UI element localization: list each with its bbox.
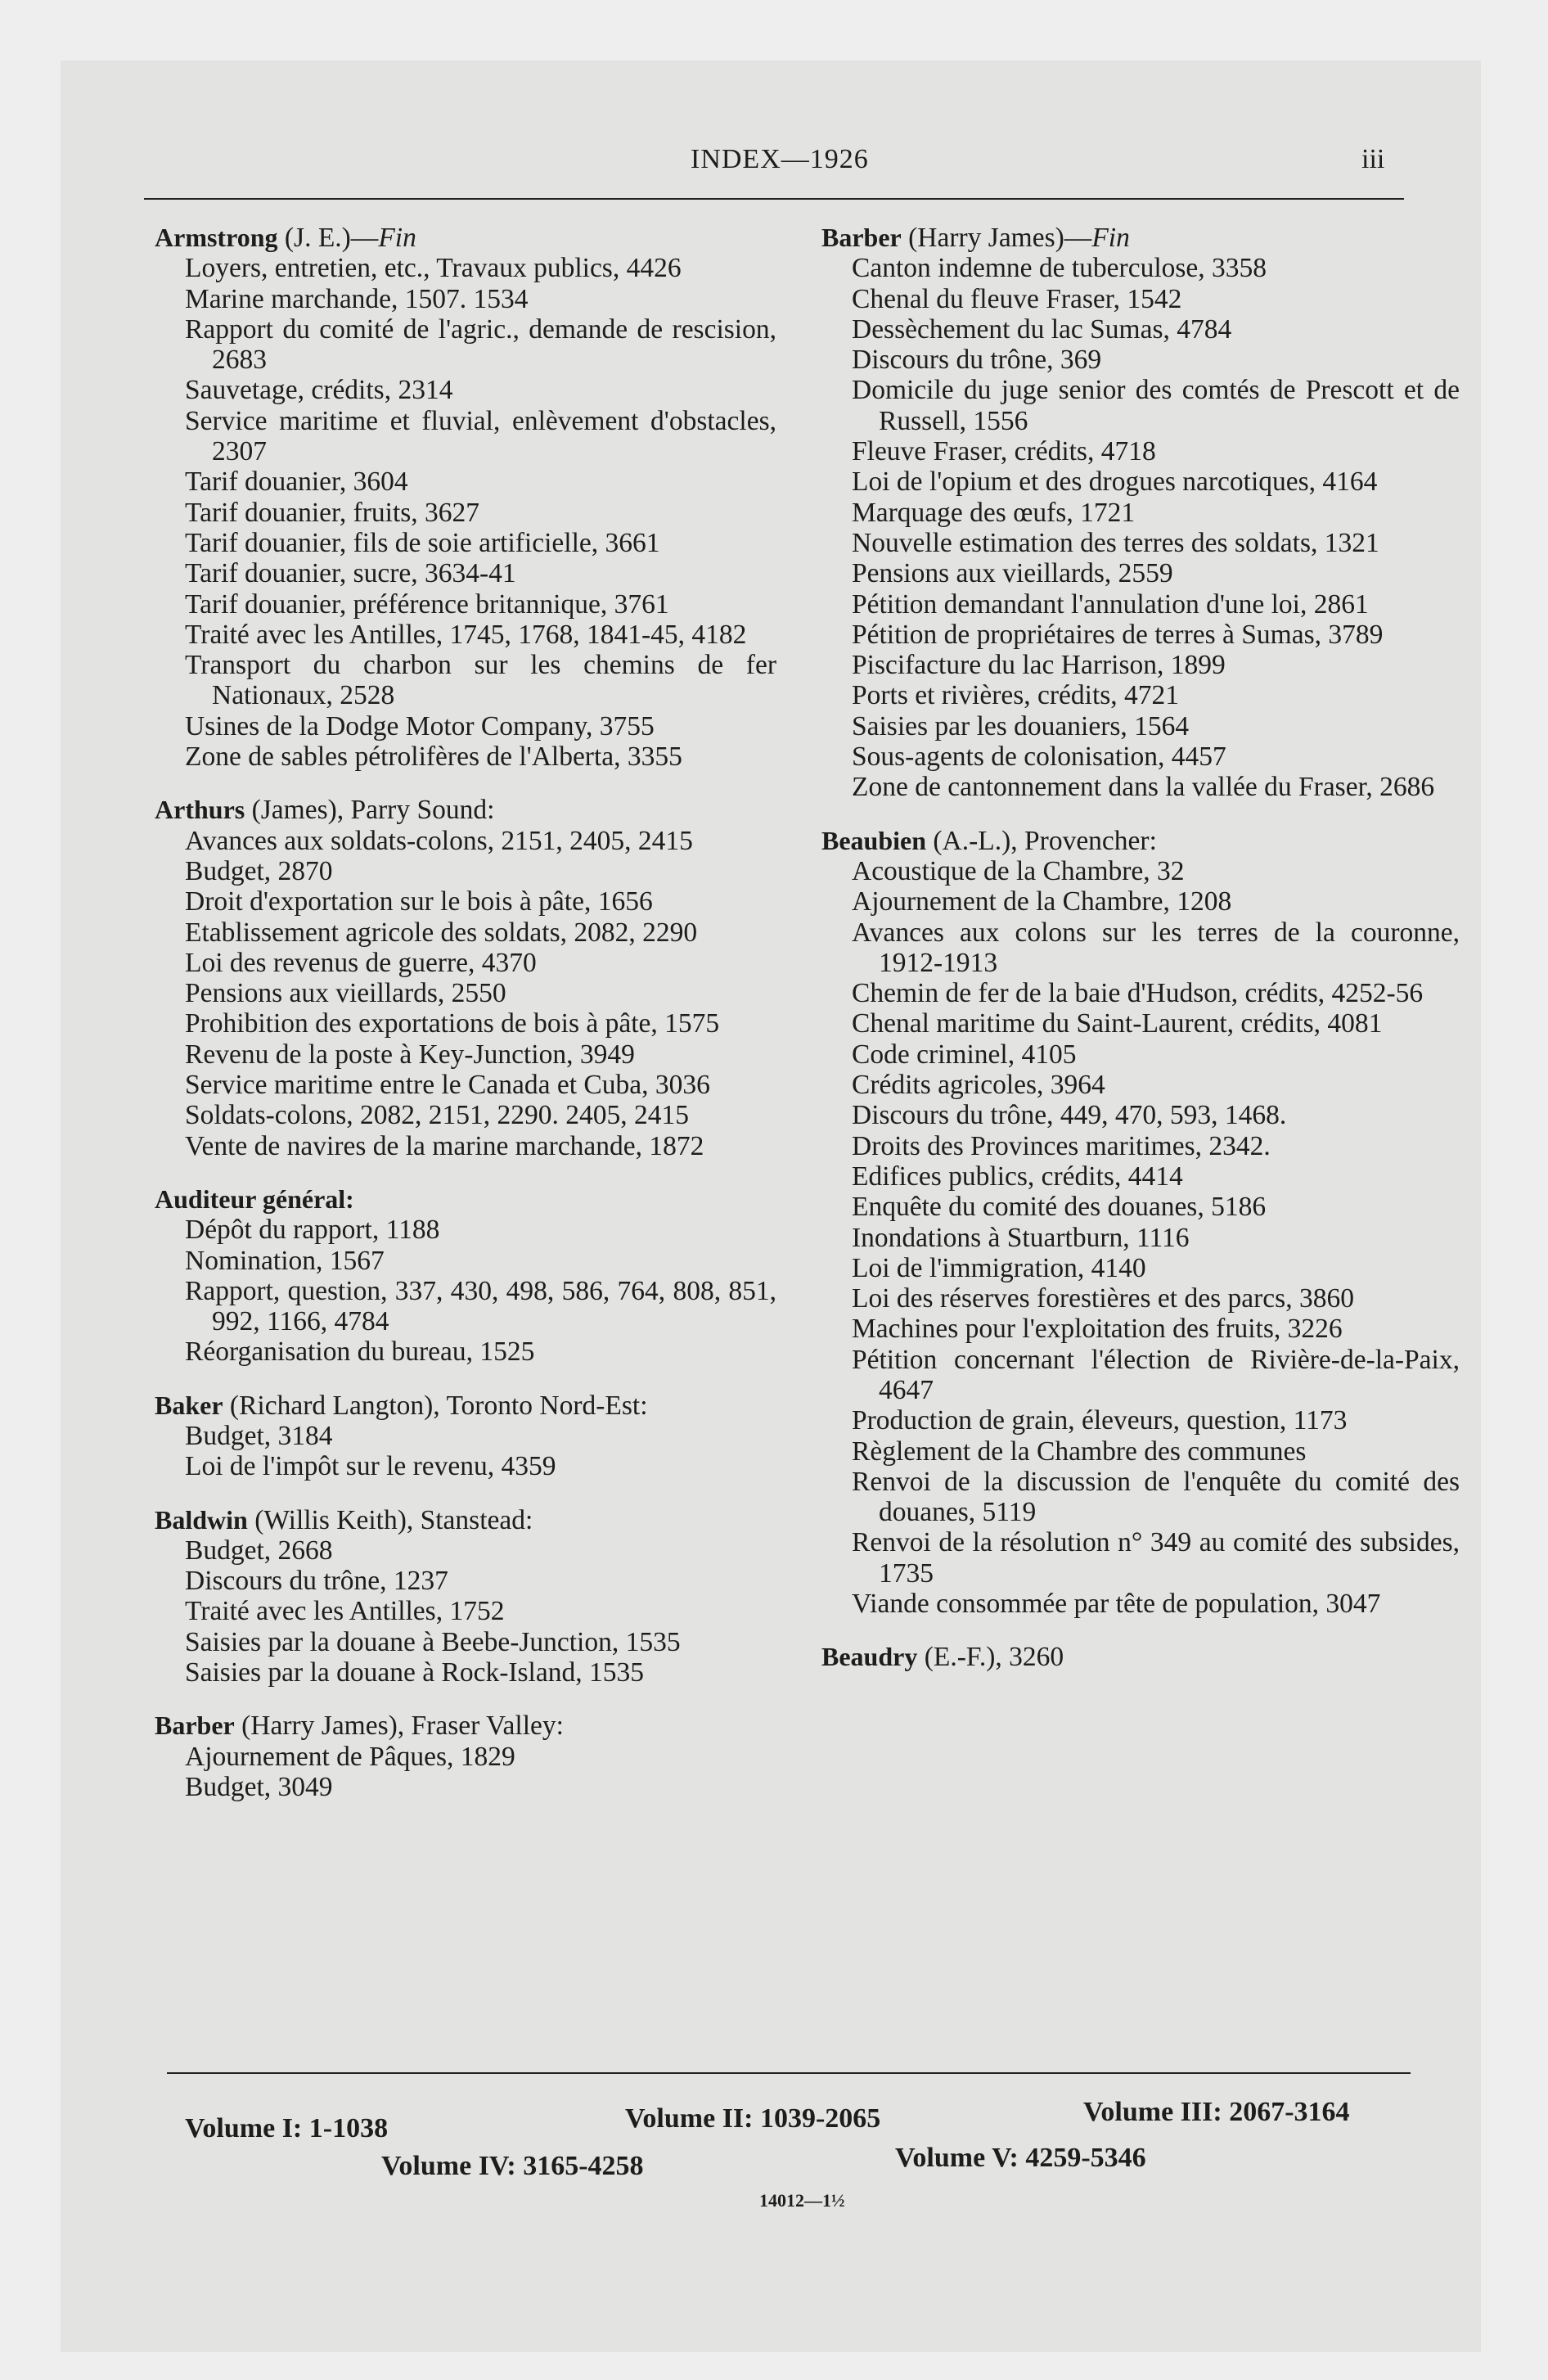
index-subentry: Enquête du comité des douanes, 5186 bbox=[852, 1192, 1267, 1223]
volume-2-range: Volume II: 1039-2065 bbox=[625, 2103, 881, 2134]
index-subentry: Saisies par les douaniers, 1564 bbox=[852, 710, 1190, 741]
index-subentry: Tarif douanier, préférence britannique, 3761 bbox=[185, 588, 669, 620]
index-subentry: Avances aux colons sur les terres de la couronne, 1912-1913 bbox=[852, 917, 1460, 978]
index-subentry: Inondations à Stuartburn, 1116 bbox=[852, 1222, 1190, 1253]
heading-continuation: Fin bbox=[378, 223, 416, 253]
index-subentry: Renvoi de la discussion de l'enquête du comité des douanes, 5119 bbox=[852, 1466, 1460, 1528]
index-subentry: Pensions aux vieillards, 2559 bbox=[852, 558, 1173, 589]
index-heading bbox=[155, 1184, 776, 1215]
heading-detail: (Harry James)— bbox=[901, 223, 1092, 253]
index-subentry: Vente de navires de la marine marchande, 1872 bbox=[185, 1130, 704, 1161]
index-subentry: Service maritime entre le Canada et Cuba, 3036 bbox=[185, 1070, 710, 1101]
index-subentry: Code criminel, 4105 bbox=[852, 1039, 1077, 1070]
heading-name: Auditeur général: bbox=[155, 1183, 354, 1214]
heading-name: Barber bbox=[821, 223, 902, 252]
index-subentry: Rapport, question, 337, 430, 498, 586, 764, 808, 851, 992, 1166, 4784 bbox=[185, 1275, 776, 1337]
index-subentry: Traité avec les Antilles, 1745, 1768, 1841-45, 4182 bbox=[185, 619, 747, 650]
heading-detail: (James), Parry Sound: bbox=[245, 795, 495, 826]
index-subentry: Revenu de la poste à Key-Junction, 3949 bbox=[185, 1039, 635, 1070]
heading-detail: (Willis Keith), Stanstead: bbox=[247, 1504, 533, 1535]
index-subentry: Pensions aux vieillards, 2550 bbox=[185, 978, 506, 1009]
index-subentry: Viande consommée par tête de population, 3047 bbox=[852, 1589, 1381, 1620]
index-subentry: Crédits agricoles, 3964 bbox=[852, 1070, 1105, 1101]
index-subentry: Tarif douanier, 3604 bbox=[185, 467, 408, 498]
index-subentry: Pétition concernant l'élection de Rivière-de-la-Paix, 4647 bbox=[852, 1344, 1460, 1405]
index-subentry: Etablissement agricole des soldats, 2082, 2290 bbox=[185, 917, 698, 948]
index-subentry: Prohibition des exportations de bois à pâte, 1575 bbox=[185, 1008, 720, 1039]
header-rule bbox=[144, 198, 1404, 200]
index-subentry: Rapport du comité de l'agric., demande de rescision, 2683 bbox=[185, 313, 776, 376]
heading-detail: (A.-L.), Provencher: bbox=[926, 825, 1157, 856]
index-subentry: Marquage des œufs, 1721 bbox=[852, 497, 1136, 528]
index-subentry: Loi des réserves forestières et des parcs, 3860 bbox=[852, 1283, 1354, 1314]
page-header bbox=[61, 144, 1481, 185]
page-number: iii bbox=[1361, 144, 1385, 174]
volume-1-range: Volume I: 1-1038 bbox=[185, 2113, 389, 2143]
index-subentry: Zone de cantonnement dans la vallée du Fraser, 2686 bbox=[852, 772, 1435, 803]
index-subentry: Loi de l'impôt sur le revenu, 4359 bbox=[185, 1451, 556, 1482]
index-heading bbox=[155, 1711, 776, 1741]
index-subentry: Droit d'exportation sur le bois à pâte, 1656 bbox=[185, 886, 653, 917]
index-subentry: Droits des Provinces maritimes, 2342. bbox=[852, 1130, 1271, 1161]
heading-name: Arthurs bbox=[155, 795, 245, 825]
heading-detail: (J. E.)— bbox=[277, 223, 379, 253]
index-subentry: Budget, 2668 bbox=[185, 1535, 333, 1566]
index-heading bbox=[155, 1391, 776, 1421]
heading-detail: (Harry James), Fraser Valley: bbox=[234, 1711, 564, 1742]
index-subentry: Saisies par la douane à Beebe-Junction, 1535 bbox=[185, 1626, 681, 1657]
index-subentry: Discours du trône, 449, 470, 593, 1468. bbox=[852, 1100, 1287, 1131]
index-subentry: Marine marchande, 1507. 1534 bbox=[185, 283, 529, 314]
index-subentry: Budget, 3184 bbox=[185, 1420, 333, 1451]
index-subentry: Domicile du juge senior des comtés de Prescott et de Russell, 1556 bbox=[852, 375, 1460, 436]
index-subentry: Pétition demandant l'annulation d'une loi, 2861 bbox=[852, 588, 1369, 620]
heading-name: Armstrong bbox=[155, 223, 278, 252]
index-heading bbox=[821, 1642, 1460, 1672]
index-subentry: Traité avec les Antilles, 1752 bbox=[185, 1596, 505, 1627]
index-subentry: Ajournement de la Chambre, 1208 bbox=[852, 886, 1232, 917]
index-subentry: Loi des revenus de guerre, 4370 bbox=[185, 947, 537, 978]
index-subentry: Loi de l'opium et des drogues narcotiques, 4164 bbox=[852, 467, 1378, 498]
index-heading bbox=[155, 1505, 776, 1535]
index-subentry: Chemin de fer de la baie d'Hudson, crédits, 4252-56 bbox=[852, 978, 1424, 1009]
volume-3-range: Volume III: 2067-3164 bbox=[1083, 2097, 1350, 2127]
volume-4-range: Volume IV: 3165-4258 bbox=[381, 2151, 644, 2181]
index-subentry: Budget, 2870 bbox=[185, 855, 333, 886]
index-page bbox=[61, 61, 1481, 2352]
footer-rule bbox=[167, 2072, 1411, 2074]
heading-name: Baldwin bbox=[155, 1504, 248, 1535]
index-subentry: Tarif douanier, sucre, 3634-41 bbox=[185, 558, 516, 589]
index-subentry: Zone de sables pétrolifères de l'Alberta, 3355 bbox=[185, 741, 682, 773]
index-subentry: Loi de l'immigration, 4140 bbox=[852, 1252, 1146, 1283]
index-subentry: Usines de la Dodge Motor Company, 3755 bbox=[185, 710, 655, 741]
volume-footer bbox=[61, 2084, 1481, 2223]
heading-name: Beaudry bbox=[821, 1642, 918, 1672]
index-subentry: Discours du trône, 1237 bbox=[185, 1566, 448, 1597]
index-subentry: Machines pour l'exploitation des fruits, 3226 bbox=[852, 1314, 1343, 1345]
index-subentry: Acoustique de la Chambre, 32 bbox=[852, 855, 1185, 886]
index-subentry: Règlement de la Chambre des communes bbox=[852, 1436, 1307, 1467]
index-subentry: Chenal du fleuve Fraser, 1542 bbox=[852, 283, 1182, 314]
volume-5-range: Volume V: 4259-5346 bbox=[895, 2143, 1146, 2173]
index-subentry: Edifices publics, crédits, 4414 bbox=[852, 1161, 1183, 1192]
index-heading bbox=[821, 223, 1460, 253]
print-code: 14012—1½ bbox=[759, 2190, 845, 2211]
left-column bbox=[155, 223, 776, 1802]
right-column bbox=[821, 223, 1460, 1673]
heading-name: Beaubien bbox=[821, 825, 927, 855]
index-subentry: Transport du charbon sur les chemins de fer Nationaux, 2528 bbox=[185, 650, 776, 711]
index-subentry: Réorganisation du bureau, 1525 bbox=[185, 1336, 535, 1368]
index-heading bbox=[155, 223, 776, 253]
index-subentry: Nouvelle estimation des terres des soldats, 1321 bbox=[852, 527, 1379, 558]
heading-continuation: Fin bbox=[1091, 223, 1130, 253]
index-subentry: Chenal maritime du Saint-Laurent, crédits, 4081 bbox=[852, 1008, 1383, 1039]
index-subentry: Dessèchement du lac Sumas, 4784 bbox=[852, 313, 1232, 345]
index-subentry: Fleuve Fraser, crédits, 4718 bbox=[852, 436, 1156, 467]
index-subentry: Saisies par la douane à Rock-Island, 1535 bbox=[185, 1657, 644, 1688]
heading-name: Baker bbox=[155, 1390, 223, 1420]
heading-name: Barber bbox=[155, 1711, 235, 1741]
index-subentry: Nomination, 1567 bbox=[185, 1245, 385, 1276]
index-subentry: Production de grain, éleveurs, question, 1173 bbox=[852, 1405, 1348, 1436]
index-subentry: Renvoi de la résolution n° 349 au comité des subsides, 1735 bbox=[852, 1527, 1460, 1589]
index-subentry: Sauvetage, crédits, 2314 bbox=[185, 375, 453, 406]
index-subentry: Service maritime et fluvial, enlèvement d'obstacles, 2307 bbox=[185, 405, 776, 467]
index-heading bbox=[155, 795, 776, 825]
index-subentry: Tarif douanier, fruits, 3627 bbox=[185, 497, 480, 528]
index-subentry: Budget, 3049 bbox=[185, 1771, 333, 1802]
index-subentry: Avances aux soldats-colons, 2151, 2405, 2415 bbox=[185, 825, 693, 856]
index-subentry: Dépôt du rapport, 1188 bbox=[185, 1215, 440, 1246]
index-subentry: Soldats-colons, 2082, 2151, 2290. 2405, 2415 bbox=[185, 1100, 690, 1131]
index-subentry: Canton indemne de tuberculose, 3358 bbox=[852, 253, 1267, 284]
heading-detail: (Richard Langton), Toronto Nord-Est: bbox=[223, 1390, 648, 1421]
index-subentry: Sous-agents de colonisation, 4457 bbox=[852, 741, 1226, 773]
index-subentry: Piscifacture du lac Harrison, 1899 bbox=[852, 650, 1226, 681]
index-subentry: Tarif douanier, fils de soie artificielle, 3661 bbox=[185, 527, 660, 558]
index-heading bbox=[821, 826, 1460, 856]
index-subentry: Loyers, entretien, etc., Travaux publics, 4426 bbox=[185, 253, 682, 284]
index-subentry: Ports et rivières, crédits, 4721 bbox=[852, 680, 1180, 711]
heading-detail: (E.-F.), 3260 bbox=[917, 1642, 1064, 1673]
index-subentry: Discours du trône, 369 bbox=[852, 345, 1102, 376]
page-title: INDEX—1926 bbox=[691, 144, 869, 174]
index-subentry: Ajournement de Pâques, 1829 bbox=[185, 1741, 515, 1772]
index-subentry: Pétition de propriétaires de terres à Sumas, 3789 bbox=[852, 619, 1384, 650]
